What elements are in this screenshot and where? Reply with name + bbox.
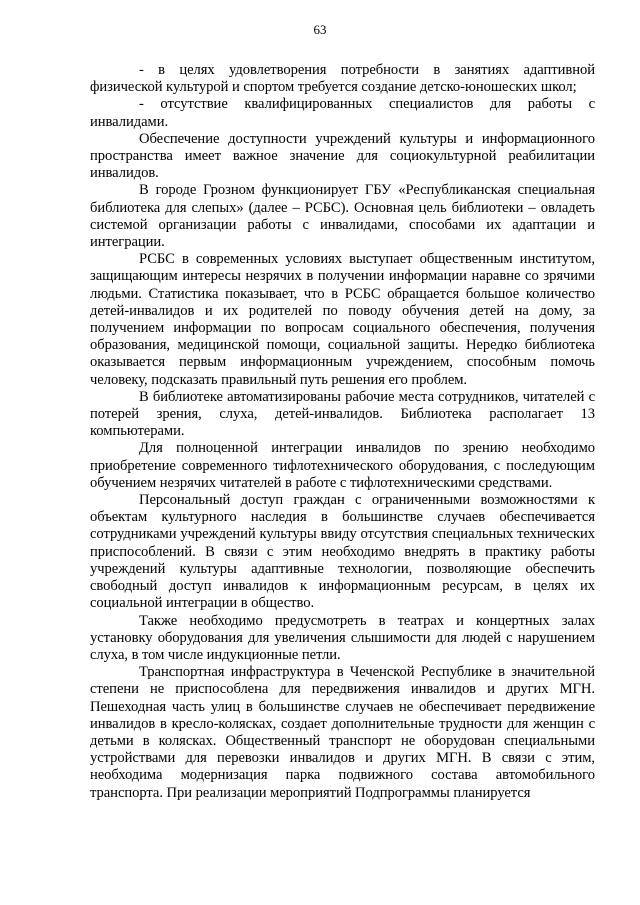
paragraph-specialists-lack: - отсутствие квалифицированных специалистов для работы с инвалидами.: [90, 96, 595, 130]
paragraph-theatre-hearing: Также необходимо предусмотреть в театрах и концертных залах установку оборудования для увеличения слышимости для людей с нарушением слуха, в том числе индукционные петли.: [90, 612, 595, 663]
paragraph-workstations: В библиотеке автоматизированы рабочие места сотрудников, читателей с потерей зрения, слуха, детей-инвалидов. Библиотека располагает 13 компьютерами.: [90, 388, 595, 440]
page-number: 63: [313, 22, 327, 37]
paragraph-library-grozny: В городе Грозном функционирует ГБУ «Республиканская специальная библиотека для слепых» (далее – РСБС). Основная цель библиотеки – овладеть системой организации работы с инвалидами, способами их адаптации и интеграции.: [90, 182, 595, 251]
paragraph-rsbs-role: РСБС в современных условиях выступает общественным институтом, защищающим интересы незрячих в получении информации наравне со зрячими людьми. Статистика показывает, что в РСБС обращается большое количество детей-инвалидов и их родителей по поводу обучения детей на дому, за получением информации по вопросам социального обеспечения, получения образования, медицинской помощи, социальной защиты. Нередко библиотека оказывается первым информационным учреждением, способным помочь человеку, подсказать правильный путь решения его проблем.: [90, 251, 595, 388]
paragraph-tiflo-equipment: Для полноценной интеграции инвалидов по зрению необходимо приобретение современного тифлотехнического оборудования, с последующим обучением незрячих читателей в работе с тифлотехническими средствами.: [90, 440, 595, 491]
paragraph-transport: Транспортная инфраструктура в Чеченской Республике в значительной степени не приспособлена для передвижения инвалидов и других МГН. Пешеходная часть улиц в большинстве случаев не обеспечивает передвижение инвалидов в кресло-колясках, создает дополнительные трудности для женщин с детьми в колясках. Общественный транспорт не оборудован специальными устройствами для перевозки инвалидов и других МГН. В связи с этим, необходима модернизация парка подвижного состава автомобильного транспорта. При реализации мероприятий Подпрограммы планируется: [90, 664, 595, 801]
paragraph-culture-access: Обеспечение доступности учреждений культуры и информационного пространства имеет важное значение для социокультурной реабилитации инвалидов.: [90, 130, 595, 182]
document-body: [90, 62, 595, 802]
paragraph-school-need: - в целях удовлетворения потребности в занятиях адаптивной физической культурой и спортом требуется создание детско-юношеских школ;: [90, 62, 595, 96]
paragraph-heritage-access: Персональный доступ граждан с ограниченными возможностями к объектам культурного наследия в большинстве случаев обеспечивается сотрудниками учреждений культуры ввиду отсутствия специальных технических приспособлений. В связи с этим необходимо внедрять в практику работы учреждений культуры адаптивные технологии, позволяющие обеспечить свободный доступ инвалидов к информационным ресурсам, в целях их социальной интеграции в общество.: [90, 492, 595, 612]
